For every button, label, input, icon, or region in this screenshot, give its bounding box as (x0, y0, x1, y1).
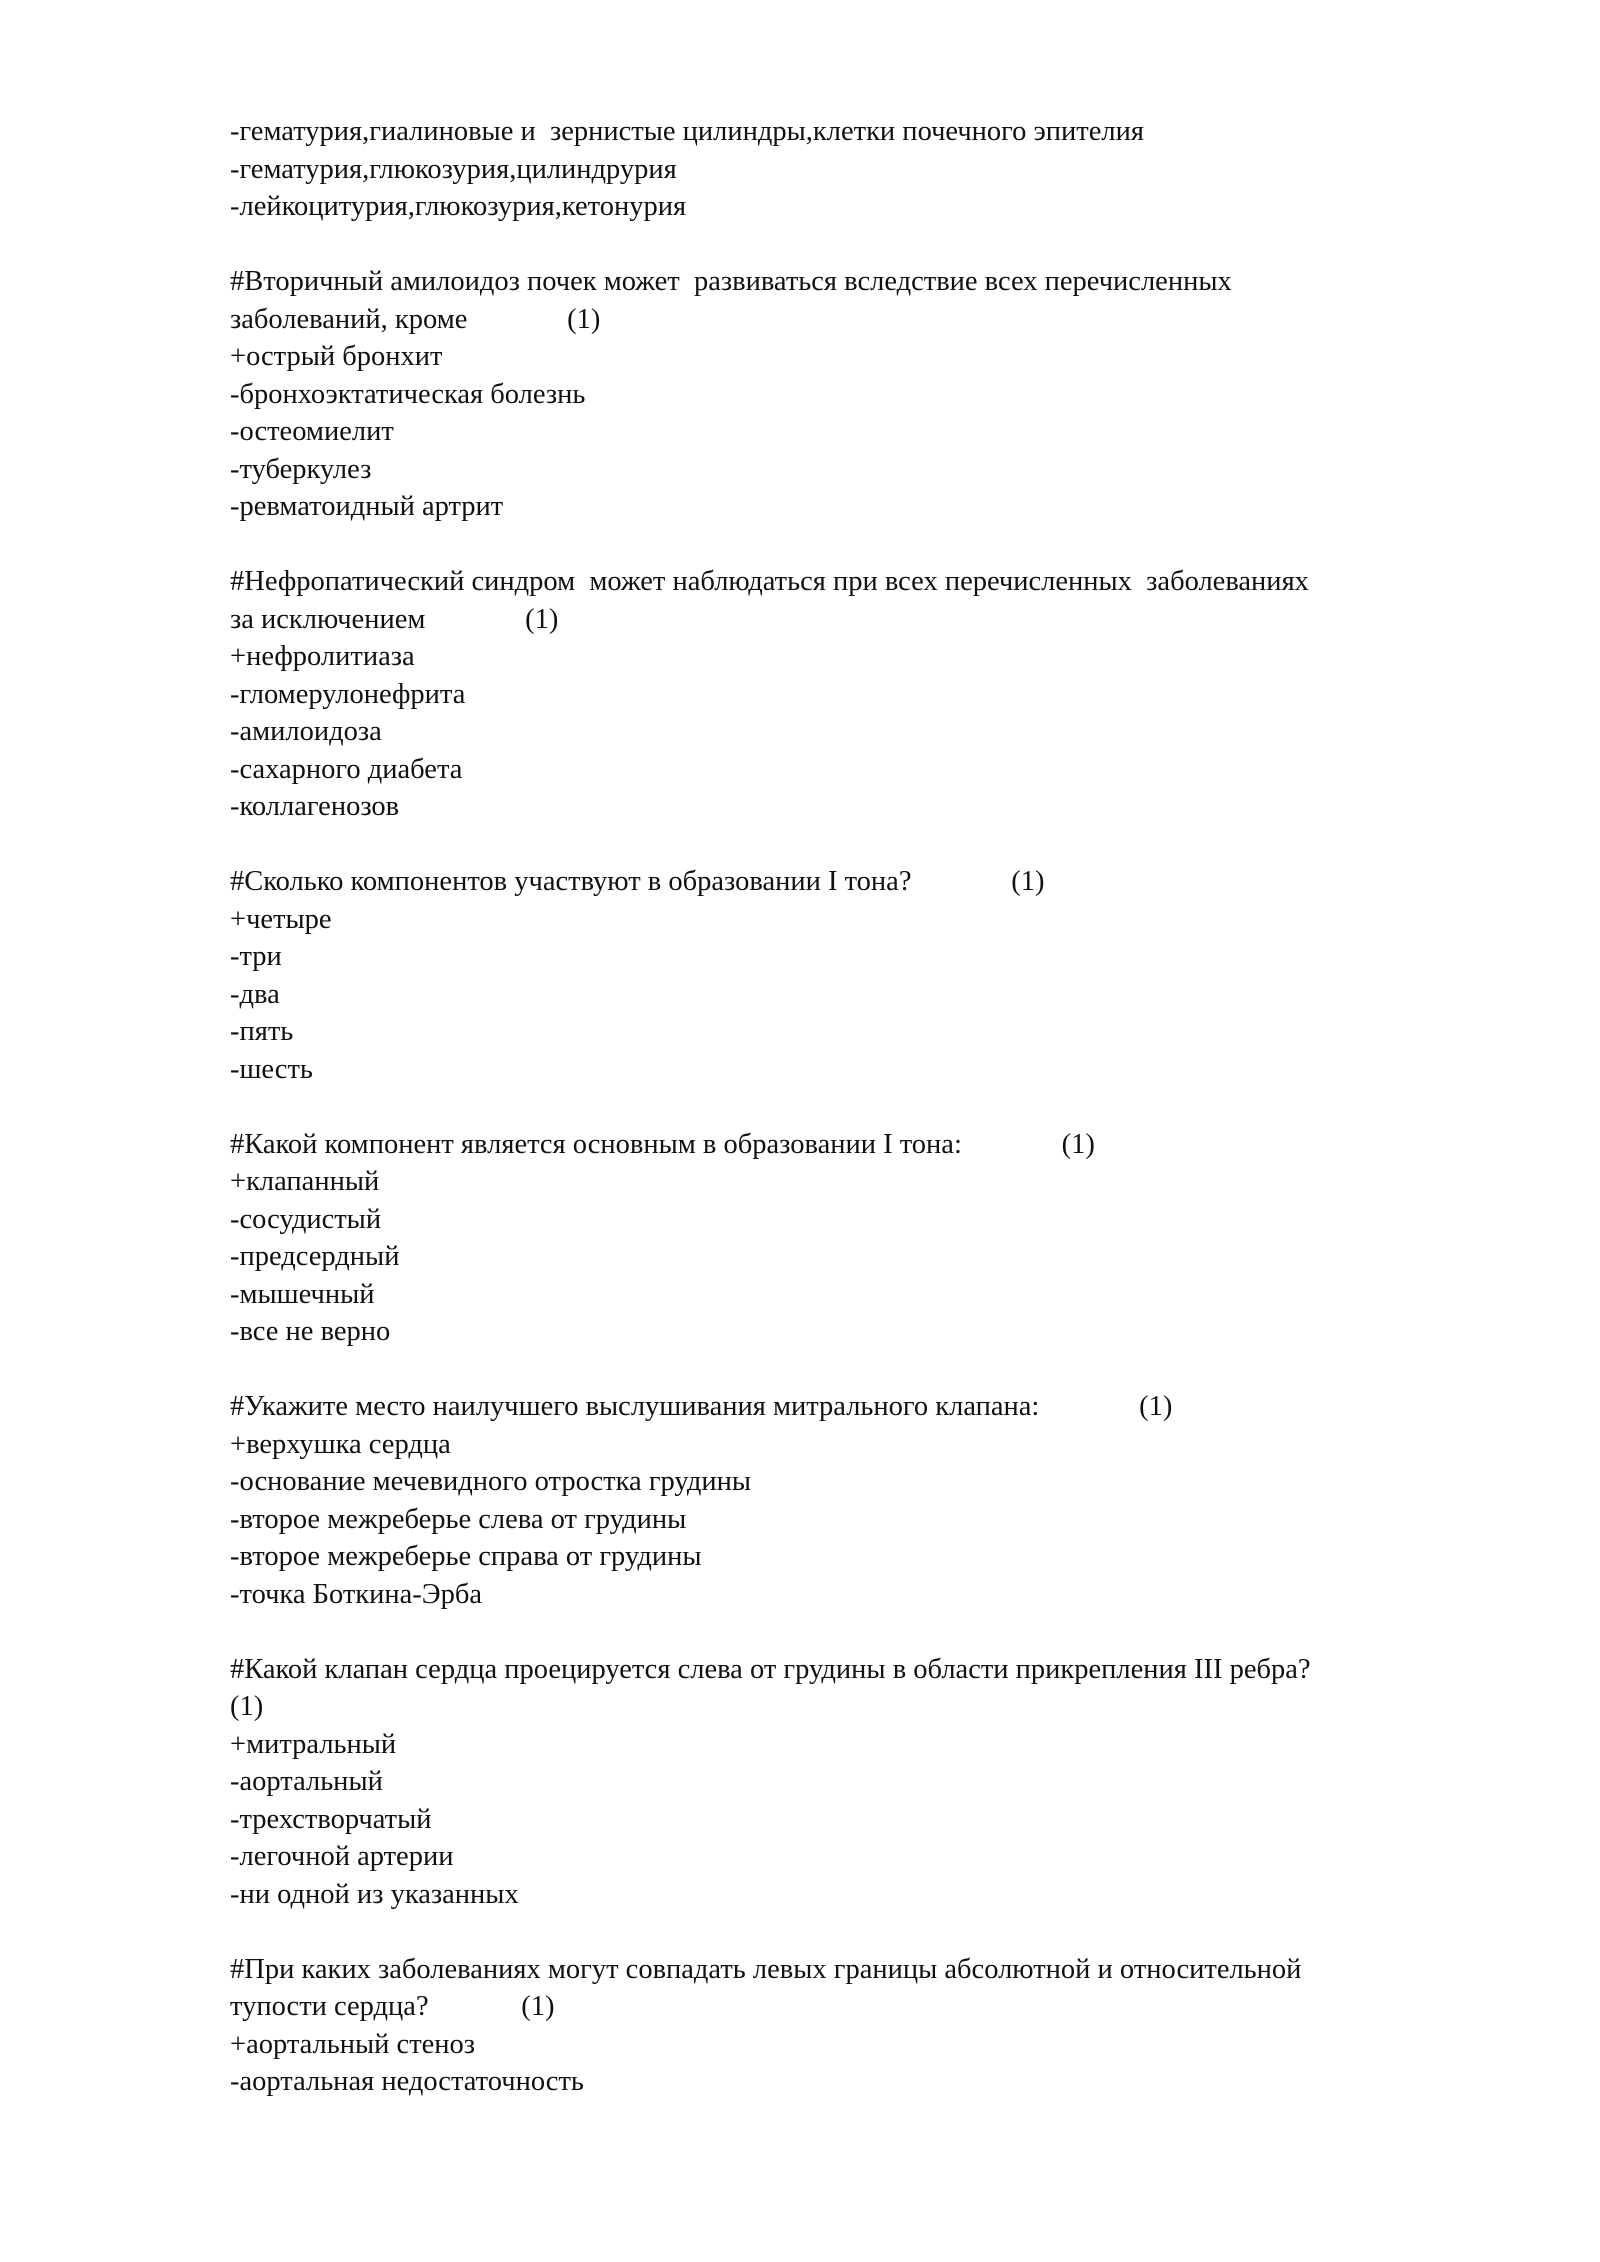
question-block-1 (230, 263, 1480, 526)
question-text: заболеваний, кроме (1) (230, 303, 601, 335)
question-text: за исключением (1) (230, 603, 559, 635)
document-page (230, 113, 1480, 2101)
answer-option-correct: +клапанный (230, 1166, 380, 1197)
answer-option-correct: +митральный (230, 1728, 397, 1760)
answer-option-correct: +четыре (230, 903, 332, 935)
question-block-6 (230, 1651, 1480, 1914)
answer-option: -шесть (230, 1053, 313, 1085)
question-block-2 (230, 563, 1480, 826)
answer-option: -точка Боткина-Эрба (230, 1578, 483, 1610)
answer-option: -гематурия,гиалиновые и зернистые цилиндры,клетки почечного эпителия (230, 116, 1144, 147)
question-block-3 (230, 863, 1480, 1088)
answer-option: -все не верно (230, 1316, 391, 1347)
question-block-4 (230, 1126, 1480, 1351)
question-block-5 (230, 1388, 1480, 1613)
answer-option: -амилоидоза (230, 716, 382, 747)
question-text: #При каких заболеваниях могут совпадать левых границы абсолютной и относительной (230, 1953, 1302, 1985)
answer-option: -второе межреберье слева от грудины (230, 1503, 687, 1535)
answer-option: -остеомиелит (230, 416, 394, 447)
question-text: (1) (230, 1691, 264, 1722)
question-block-7 (230, 1951, 1480, 2101)
answer-option: -ни одной из указанных (230, 1878, 519, 1910)
answer-option: -основание мечевидного отростка грудины (230, 1466, 751, 1497)
answer-option-correct: +верхушка сердца (230, 1428, 451, 1460)
answer-option: -коллагенозов (230, 791, 400, 822)
answer-option: -предсердный (230, 1241, 400, 1272)
answer-option: -аортальная недостаточность (230, 2066, 584, 2097)
answer-option-correct: +аортальный стеноз (230, 2028, 476, 2060)
answer-option: -два (230, 978, 280, 1010)
answer-option: -сахарного диабета (230, 753, 463, 785)
question-text: #Нефропатический синдром может наблюдаться при всех перечисленных заболеваниях (230, 566, 1309, 597)
question-text: тупости сердца? (1) (230, 1991, 555, 2022)
answer-option: -три (230, 941, 282, 972)
answer-option: -бронхоэктатическая болезнь (230, 378, 586, 410)
answer-option: -легочной артерии (230, 1841, 454, 1872)
question-text: #Вторичный амилоидоз почек может развиваться вследствие всех перечисленных (230, 266, 1232, 297)
answer-option: -гематурия,глюкозурия,цилиндрурия (230, 153, 677, 185)
answer-option: -второе межреберье справа от грудины (230, 1541, 702, 1572)
answer-option: -сосудистый (230, 1203, 382, 1235)
answer-option: -гломерулонефрита (230, 678, 466, 710)
answer-option: -туберкулез (230, 453, 372, 485)
question-text: #Какой компонент является основным в образовании I тона: (1) (230, 1128, 1095, 1160)
answer-option-correct: +нефролитиаза (230, 641, 415, 672)
question-text: #Сколько компонентов участвуют в образовании I тона? (1) (230, 866, 1045, 897)
answer-option: -аортальный (230, 1766, 383, 1797)
answer-option: -лейкоцитурия,глюкозурия,кетонурия (230, 191, 687, 222)
lead-answer-block (230, 113, 1480, 226)
question-text: #Укажите место наилучшего выслушивания митрального клапана: (1) (230, 1391, 1173, 1422)
answer-option: -мышечный (230, 1278, 375, 1310)
question-text: #Какой клапан сердца проецируется слева от грудины в области прикрепления III ребра? (230, 1653, 1311, 1685)
answer-option: -трехстворчатый (230, 1803, 432, 1835)
answer-option: -пять (230, 1016, 294, 1047)
answer-option: -ревматоидный артрит (230, 491, 504, 522)
answer-option-correct: +острый бронхит (230, 341, 443, 372)
